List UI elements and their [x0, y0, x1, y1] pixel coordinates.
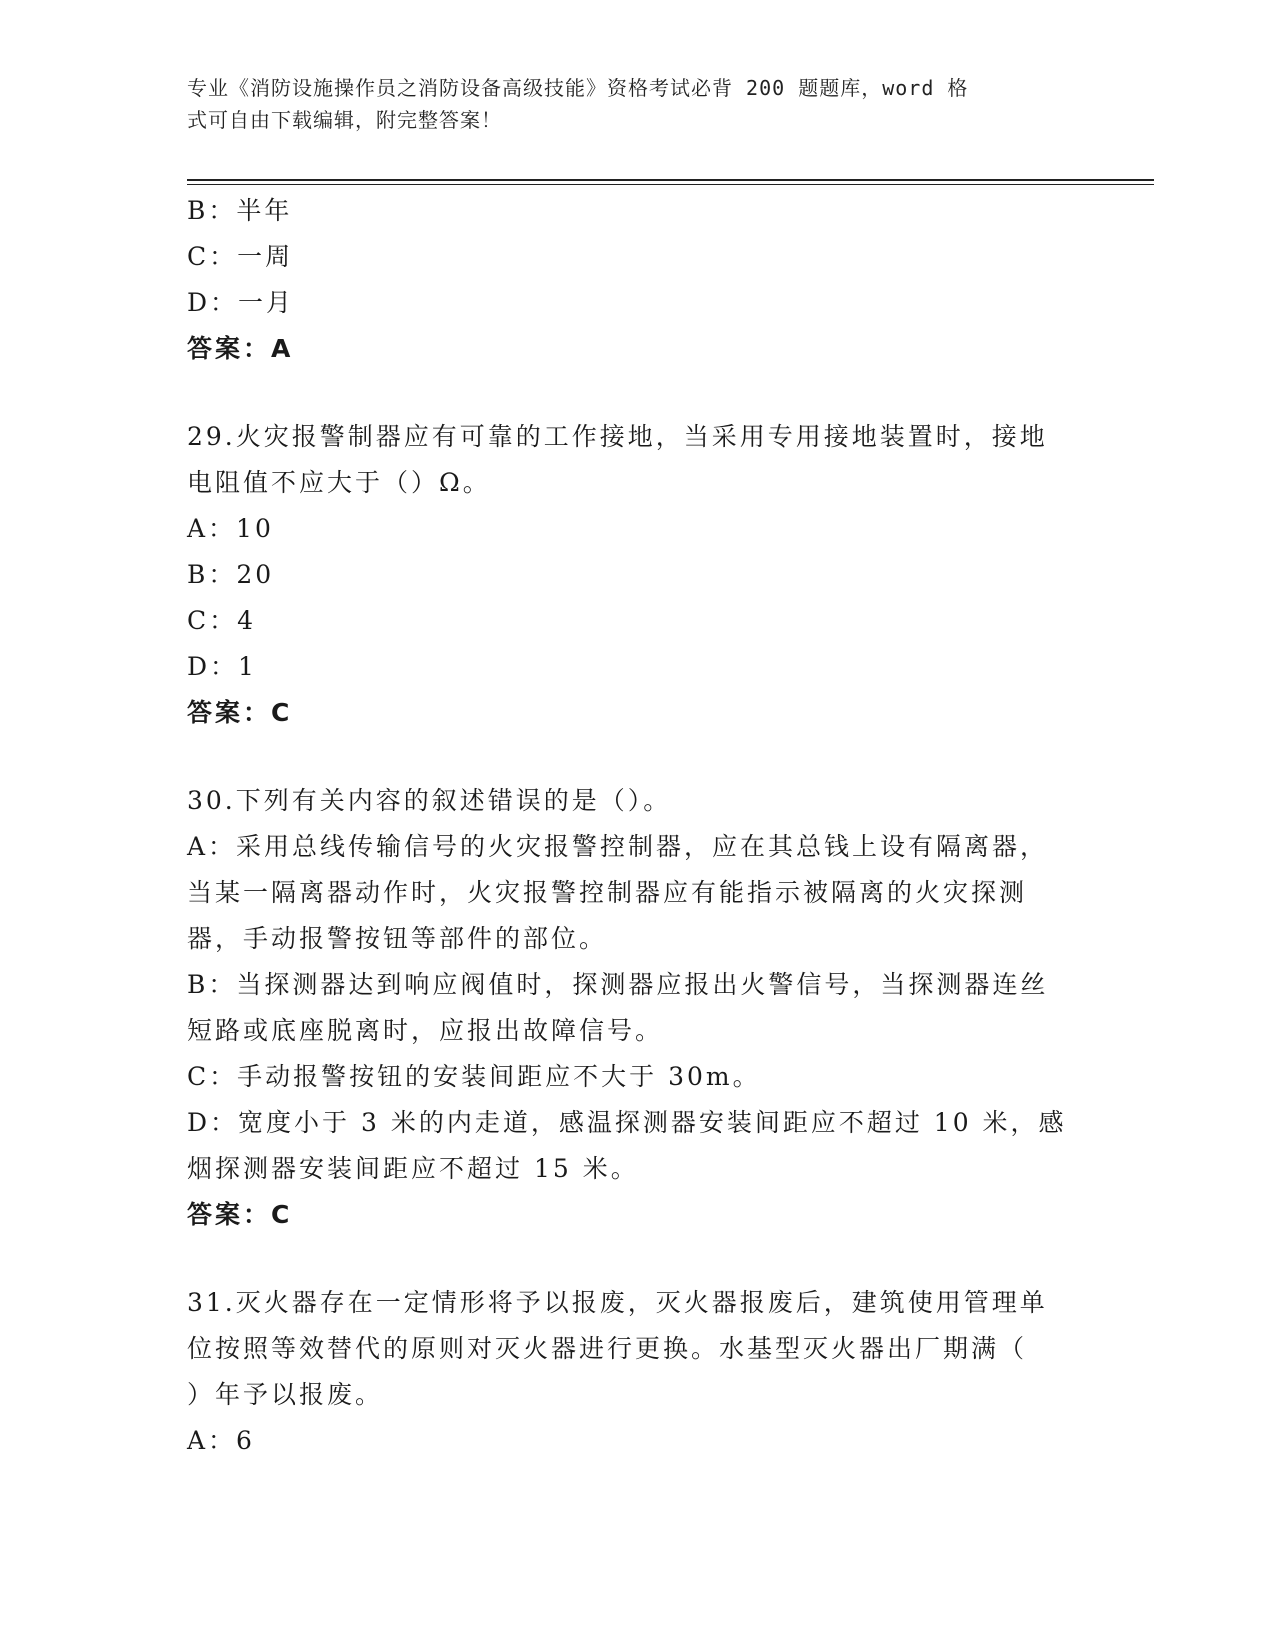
- q30-option-a-line-2: 当某一隔离器动作时，火灾报警控制器应有能指示被隔离的火灾探测: [187, 878, 1028, 907]
- q30-option-a-line-1: A：采用总线传输信号的火灾报警控制器，应在其总钱上设有隔离器，: [187, 832, 1049, 861]
- question-content: [187, 188, 1087, 1464]
- q29-stem-line-2: 电阻值不应大于（）Ω。: [187, 468, 491, 497]
- header-line-2: 式可自由下载编辑，附完整答案！: [187, 108, 502, 132]
- q28-answer: 答案：A: [187, 334, 294, 363]
- q30-option-b-line-2: 短路或底座脱离时，应报出故障信号。: [187, 1016, 664, 1045]
- question-28-block: [187, 188, 1087, 372]
- q30-option-d-line-1: D：宽度小于 3 米的内走道，感温探测器安装间距应不超过 10 米，感: [187, 1108, 1067, 1137]
- q31-option-a: A：6: [187, 1426, 255, 1455]
- question-spacer: [187, 372, 1087, 414]
- q29-option-b: B：20: [187, 560, 275, 589]
- q30-option-b-line-1: B：当探测器达到响应阀值时，探测器应报出火警信号，当探测器连丝: [187, 970, 1049, 999]
- page-header: [187, 72, 1067, 136]
- header-line-1: 专业《消防设施操作员之消防设备高级技能》资格考试必背 200 题题库，word 格: [187, 76, 969, 100]
- q28-option-b: B：半年: [187, 196, 293, 225]
- question-spacer: [187, 1238, 1087, 1280]
- q29-stem-line-1: 29.火灾报警制器应有可靠的工作接地，当采用专用接地装置时，接地: [187, 422, 1048, 451]
- question-spacer: [187, 736, 1087, 778]
- header-rule-thick: [187, 179, 1154, 181]
- q29-option-a: A：10: [187, 514, 274, 543]
- q30-option-c: C：手动报警按钮的安装间距应不大于 30m。: [187, 1062, 761, 1091]
- question-30-block: [187, 778, 1087, 1238]
- question-31-block: [187, 1280, 1087, 1464]
- q31-stem-line-1: 31.灭火器存在一定情形将予以报废，灭火器报废后，建筑使用管理单: [187, 1288, 1048, 1317]
- q28-option-c: C：一周: [187, 242, 294, 271]
- q30-option-a-line-3: 器，手动报警按钮等部件的部位。: [187, 924, 608, 953]
- header-rule-thin: [187, 184, 1154, 185]
- q30-stem: 30.下列有关内容的叙述错误的是（）。: [187, 786, 672, 815]
- q30-answer: 答案：C: [187, 1200, 293, 1229]
- q29-answer: 答案：C: [187, 698, 293, 727]
- q30-option-d-line-2: 烟探测器安装间距应不超过 15 米。: [187, 1154, 639, 1183]
- q28-option-d: D：一月: [187, 288, 295, 317]
- q29-option-d: D：1: [187, 652, 257, 681]
- q31-stem-line-2: 位按照等效替代的原则对灭火器进行更换。水基型灭火器出厂期满（: [187, 1334, 1028, 1363]
- question-29-block: [187, 414, 1087, 736]
- q29-option-c: C：4: [187, 606, 257, 635]
- q31-stem-line-3: ）年予以报废。: [187, 1380, 384, 1409]
